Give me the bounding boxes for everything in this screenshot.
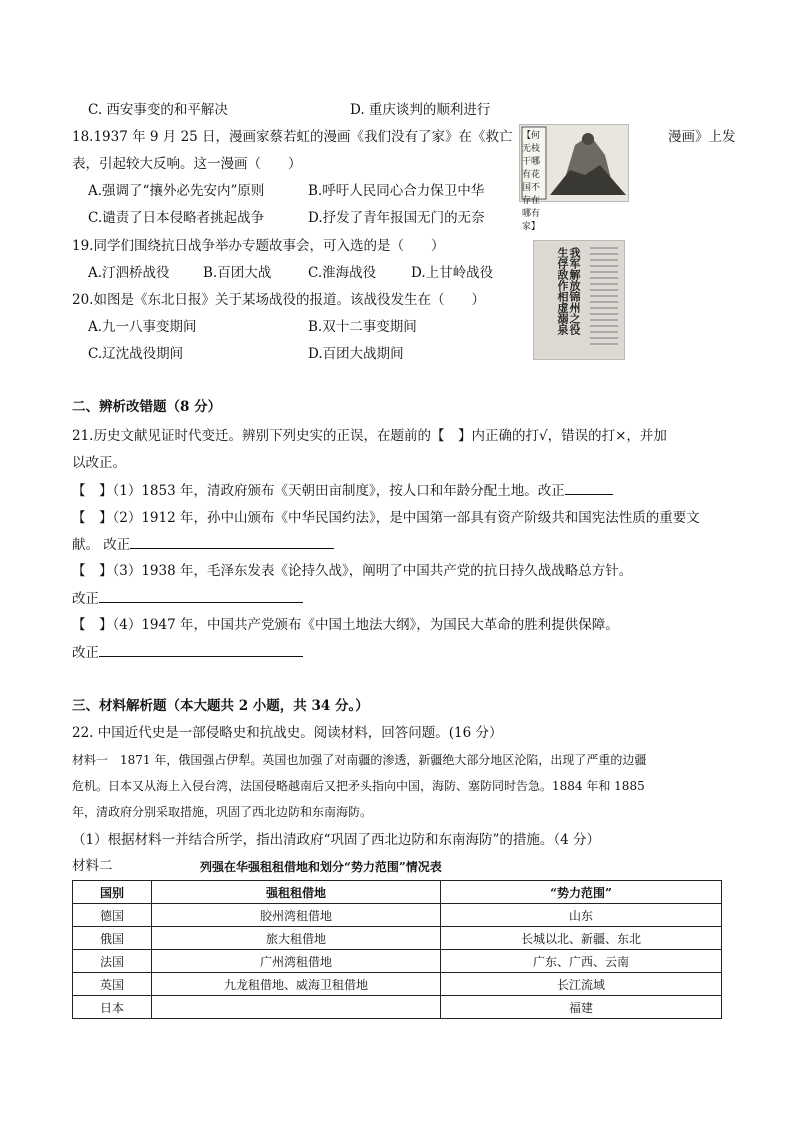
material-2-label: 材料二 [72,858,113,874]
table-cell: 英国 [73,973,152,996]
material-1-line-3: 年，清政府分别采取措施，巩固了西北边防和东南海防。 [72,805,373,819]
section3-title: 三、材料解析题（本大题共 2 小题，共 34 分。） [72,698,369,714]
q19-stem: 19.同学们围绕抗日战争举办专题故事会，可入选的是（ ） [72,238,445,254]
q21-item-2: 【 】（2）1912 年，孙中山颁布《中华民国约法》，是中国第一部具有资产阶级共和国宪法性质的重要文 [72,510,700,526]
q20-option-c: C.辽沈战役期间 [88,346,184,362]
q19-option-b: B.百团大战 [203,265,272,281]
table-cell: 九龙租借地、威海卫租借地 [152,973,441,996]
table-row [73,950,722,973]
table-row [73,927,722,950]
q21-item-4-fix: 改正 [72,642,303,663]
answer-blank-4[interactable] [99,642,303,657]
table-cell: 法国 [73,950,152,973]
table-cell: 福建 [441,996,722,1019]
newspaper-headline: 我军解放锦州之役 生俘敌作相虚溺泉 [556,247,581,335]
table-cell: 广州湾租借地 [152,950,441,973]
q18-option-c: C.谴责了日本侵略者挑起战争 [88,210,265,226]
table-cell: 广东、广西、云南 [441,950,722,973]
cartoon-caption: 【何无枝干哪有花 国不存在哪有家】 [522,131,541,232]
material-1-line-1: 材料一 1871 年，俄国强占伊犁。英国也加强了对南疆的渗透，新疆绝大部分地区沦陷，出现了严重的边疆 [72,753,647,767]
q20-option-a: A.九一八事变期间 [88,319,197,335]
q20-option-b: B.双十二事变期间 [308,319,417,335]
q21-item-2-cont: 献。 改正 [72,534,334,555]
q21-item-3: 【 】（3）1938 年，毛泽东发表《论持久战》，阐明了中国共产党的抗日持久战战略总方针。 [72,563,633,579]
q19-option-a: A.汀泗桥战役 [88,265,170,281]
table-cell: 长城以北、新疆、东北 [441,927,722,950]
table-header: 强租租借地 [152,881,441,904]
table-cell: 胶州湾租借地 [152,904,441,927]
answer-blank-2[interactable] [130,534,334,549]
q18-stem: 18.1937 年 9 月 25 日，漫画家蔡若虹的漫画《我们没有了家》在《救亡 [72,129,513,145]
q18-option-b: B.呼吁人民同心合力保卫中华 [308,183,485,199]
section2-title: 二、辨析改错题（8 分） [72,399,222,415]
table-cell: 旅大租借地 [152,927,441,950]
table-cell: 德国 [73,904,152,927]
q21-stem: 21.历史文献见证时代变迁。辨别下列史实的正误，在题前的【 】内正确的打√，错误的打×，并加 [72,428,667,444]
q21-item-4: 【 】（4）1947 年，中国共产党颁布《中国土地法大纲》，为国民大革命的胜利提供保障。 [72,617,619,633]
q18-option-d: D.抒发了青年报国无门的无奈 [308,210,485,226]
table-cell [152,996,441,1019]
q18-stem-2: 表，引起较大反响。这一漫画（ ） [72,156,302,172]
q21-item-3-fix: 改正 [72,588,303,609]
q19-option-c: C.淮海战役 [308,265,377,281]
answer-blank-3[interactable] [99,588,303,603]
table-row [73,996,722,1019]
table-cell: 长江流域 [441,973,722,996]
material-2-title: 列强在华强租租借地和划分“势力范围”情况表 [200,860,442,874]
q18-stem-cont: 漫画》上发 [668,129,736,145]
q20-option-d: D.百团大战期间 [308,346,404,362]
table-header: “势力范围” [441,881,722,904]
table-row [73,904,722,927]
q19-option-d: D.上甘岭战役 [411,265,494,281]
table-cell: 山东 [441,904,722,927]
q21-stem-2: 以改正。 [72,455,126,471]
q17-option-c: C. 西安事变的和平解决 [88,102,228,118]
answer-blank-1[interactable] [565,480,613,495]
material-1-line-2: 危机。日本又从海上入侵台湾，法国侵略越南后又把矛头指向中国，海防、塞防同时告急。1884 年和 1885 [72,779,645,793]
newspaper-image [533,240,625,360]
table-header-row [73,881,722,904]
q22-sub-1: （1）根据材料一并结合所学，指出清政府“巩固了西北边防和东南海防”的措施。（4 分） [72,832,601,848]
q20-stem: 20.如图是《东北日报》关于某场战役的报道。该战役发生在（ ） [72,292,485,308]
table-cell: 俄国 [73,927,152,950]
q22-stem: 22. 中国近代史是一部侵略史和抗战史。阅读材料，回答问题。(16 分） [72,725,503,741]
leased-territory-table [72,880,722,1019]
q18-option-a: A.强调了“攘外必先安内”原则 [88,183,265,199]
table-row [73,973,722,996]
newspaper-column [590,247,618,347]
q17-option-d: D. 重庆谈判的顺利进行 [350,102,491,118]
table-cell: 日本 [73,996,152,1019]
table-header: 国别 [73,881,152,904]
q21-item-1: 【 】（1）1853 年，清政府颁布《天朝田亩制度》，按人口和年龄分配土地。改正 [72,480,613,501]
